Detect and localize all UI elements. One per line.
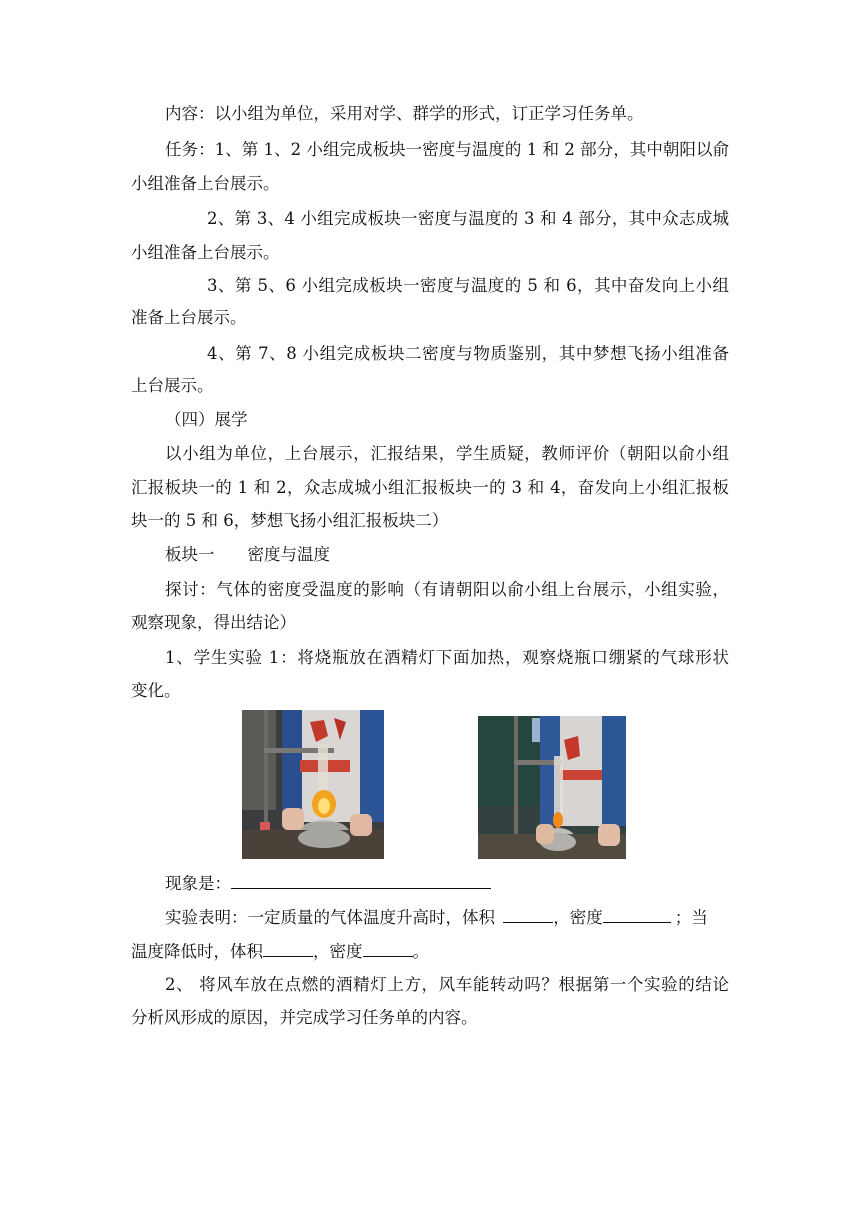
density-fall-blank[interactable] xyxy=(363,940,413,957)
show-line-2: 汇报板块一的 1 和 2，众志成城小组汇报板块一的 3 和 4，奋发向上小组汇报板 xyxy=(131,478,729,497)
task2-line-2: 小组准备上台展示。 xyxy=(131,243,280,262)
explore-line-1: 探讨：气体的密度受温度的影响（有请朝阳以俞小组上台展示，小组实验， xyxy=(165,580,729,599)
experiment-photo-2 xyxy=(478,716,626,859)
experiment-photo-1-image xyxy=(242,710,384,859)
result-text-c: ；当 xyxy=(674,908,708,927)
phenomenon-blank[interactable] xyxy=(231,872,491,889)
show-line-1: 以小组为单位，上台展示，汇报结果，学生质疑，教师评价（朝阳以俞小组 xyxy=(165,444,729,463)
show-line-3: 块一的 5 和 6，梦想飞扬小组汇报板块二） xyxy=(131,511,449,530)
task4-line-2: 上台展示。 xyxy=(131,376,214,395)
task-intro-line-2: 小组准备上台展示。 xyxy=(131,174,280,193)
result2-text-a: 温度降低时，体积 xyxy=(131,942,263,961)
block1-heading: 板块一 密度与温度 xyxy=(165,545,330,564)
task3-line-1: 3、第 5、6 小组完成板块一密度与温度的 5 和 6，其中奋发向上小组 xyxy=(207,276,729,295)
explore-line-2: 观察现象，得出结论） xyxy=(131,613,296,632)
result-text-b: ，密度 xyxy=(553,908,603,927)
task2-line-1: 2、第 3、4 小组完成板块一密度与温度的 3 和 4 部分，其中众志成城 xyxy=(207,209,729,228)
phenomenon-label: 现象是： xyxy=(165,874,231,893)
content-paragraph: 内容：以小组为单位，采用对学、群学的形式，订正学习任务单。 xyxy=(165,104,644,123)
exp2-line-1: 2、 将风车放在点燃的酒精灯上方，风车能转动吗？根据第一个实验的结论 xyxy=(165,975,729,994)
result2-text-b: ，密度 xyxy=(313,942,363,961)
result-text-a: 实验表明：一定质量的气体温度升高时，体积 xyxy=(165,908,495,927)
experiment-photo-1 xyxy=(242,710,384,859)
result2-text-c: 。 xyxy=(412,942,429,961)
exp1-line-2: 变化。 xyxy=(131,681,181,700)
volume-rise-blank[interactable] xyxy=(503,906,553,923)
result-line-1 xyxy=(165,906,708,928)
section-heading-show: （四）展学 xyxy=(165,410,248,429)
experiment-photo-2-image xyxy=(478,716,626,859)
task3-line-2: 准备上台展示。 xyxy=(131,308,247,327)
task-intro-line-1: 任务：1、第 1、2 小组完成板块一密度与温度的 1 和 2 部分，其中朝阳以俞 xyxy=(165,140,729,159)
density-rise-blank[interactable] xyxy=(603,906,671,923)
exp2-line-2: 分析风形成的原因，并完成学习任务单的内容。 xyxy=(131,1008,478,1027)
task4-line-1: 4、第 7、8 小组完成板块二密度与物质鉴别，其中梦想飞扬小组准备 xyxy=(207,344,729,363)
exp1-line-1: 1、学生实验 1：将烧瓶放在酒精灯下面加热，观察烧瓶口绷紧的气球形状 xyxy=(165,648,729,667)
phenomenon-line xyxy=(165,872,491,894)
volume-fall-blank[interactable] xyxy=(263,940,313,957)
result-line-2 xyxy=(131,940,429,962)
